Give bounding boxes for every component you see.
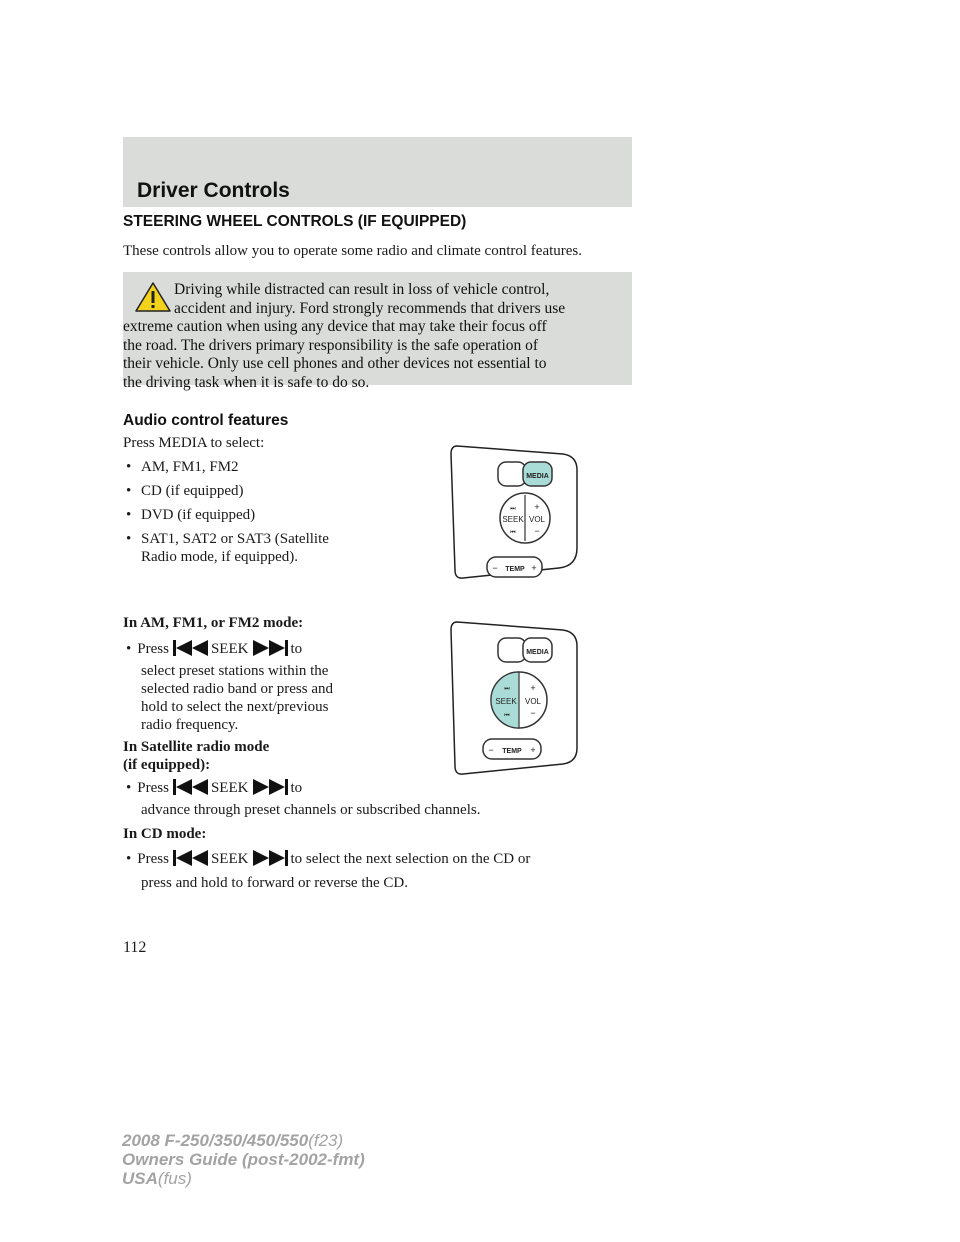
vol-plus: + (534, 502, 540, 512)
footer-model-code: (f23) (308, 1131, 344, 1150)
bullet: • (126, 483, 132, 499)
press-word: Press (137, 851, 169, 867)
press-media-text: Press MEDIA to select: (123, 435, 265, 451)
warning-line: accident and injury. Ford strongly recommends that drivers use (174, 299, 566, 317)
seek-label: SEEK (495, 697, 517, 706)
media-label: MEDIA (526, 649, 549, 656)
am-text-line: select preset stations within the (141, 663, 329, 679)
intro-text: These controls allow you to operate some radio and climate control features. (123, 243, 583, 259)
warning-line: the driving task when it is safe to do so. (123, 373, 370, 391)
seek-word: SEEK (210, 641, 249, 657)
page-heading: STEERING WHEEL CONTROLS (IF EQUIPPED) (123, 213, 467, 230)
sat-text-line: advance through preset channels or subscribed channels. (141, 802, 481, 818)
warning-line: their vehicle. Only use cell phones and other devices not essential to (123, 355, 547, 372)
seek-forward-icon (248, 640, 290, 658)
am-text-line: selected radio band or press and (141, 681, 334, 697)
bullet: • (126, 531, 132, 547)
temp-minus: − (492, 563, 498, 573)
seek-word: SEEK (210, 780, 249, 796)
warning-line: the road. The drivers primary responsibility is the safe operation of (123, 336, 539, 354)
seek-forward-icon (248, 779, 290, 797)
am-text-line: hold to select the next/previous (141, 699, 329, 715)
section-header-bar (123, 137, 632, 207)
footer-model: 2008 F-250/350/450/550 (122, 1131, 309, 1150)
press-word: Press (137, 641, 169, 657)
sat-mode-heading: In Satellite radio mode (123, 739, 270, 755)
media-option: DVD (if equipped) (141, 507, 256, 523)
seek-label: SEEK (502, 515, 524, 524)
warning-line: extreme caution when using any device that may take their focus off (123, 318, 547, 335)
media-option: Radio mode, if equipped). (141, 549, 299, 565)
cd-mode-heading: In CD mode: (123, 826, 207, 842)
seek-back-icon (169, 779, 211, 797)
warning-box (123, 272, 632, 391)
temp-plus: + (530, 745, 536, 755)
seek-back-icon (169, 850, 211, 868)
am-text-line: radio frequency. (141, 717, 239, 733)
seek-up-icon: ⏭ (504, 686, 510, 692)
media-option: AM, FM1, FM2 (141, 459, 239, 475)
warning-line: Driving while distracted can result in loss of vehicle control, (174, 281, 550, 298)
sat-seek-row (126, 779, 302, 797)
media-label: MEDIA (526, 473, 549, 480)
seek-word: SEEK (210, 851, 249, 867)
to-word: to (290, 641, 303, 657)
seek-down-icon: ⏮ (510, 530, 516, 536)
vol-label: VOL (528, 515, 546, 524)
sat-mode-heading-2: (if equipped): (123, 757, 211, 773)
steering-controls-diagram-seek (445, 618, 585, 776)
temp-plus: + (531, 563, 537, 573)
blank-button (498, 462, 526, 486)
vol-minus: − (534, 526, 540, 536)
temp-minus: − (488, 745, 494, 755)
vol-plus: + (530, 683, 536, 693)
bullet: • (126, 780, 132, 796)
cd-seek-row (126, 850, 530, 868)
document-footer (122, 1131, 365, 1188)
bullet: • (126, 459, 132, 475)
steering-controls-diagram-media (445, 440, 585, 582)
cd-text-line: press and hold to forward or reverse the CD. (141, 875, 409, 891)
footer-region: USA (122, 1169, 158, 1188)
seek-back-icon (169, 640, 211, 658)
audio-heading: Audio control features (123, 412, 289, 429)
vol-minus: − (530, 708, 536, 718)
cd-text: to select the next selection on the CD or (290, 851, 531, 867)
bullet: • (126, 507, 132, 523)
am-mode-heading: In AM, FM1, or FM2 mode: (123, 615, 304, 631)
temp-label: TEMP (505, 566, 525, 573)
blank-button (498, 638, 526, 662)
temp-label: TEMP (502, 748, 522, 755)
warning-text (123, 281, 619, 392)
bullet: • (126, 851, 132, 867)
footer-guide: Owners Guide (post-2002-fmt) (122, 1150, 365, 1169)
bullet: • (126, 641, 132, 657)
page-number: 112 (123, 939, 147, 956)
vol-label: VOL (524, 697, 542, 706)
press-word: Press (137, 780, 169, 796)
media-option: CD (if equipped) (141, 483, 244, 499)
seek-forward-icon (248, 850, 290, 868)
am-seek-row (126, 640, 302, 658)
section-title: Driver Controls (137, 179, 290, 202)
seek-up-icon: ⏭ (510, 506, 516, 512)
footer-region-code: (fus) (157, 1169, 192, 1188)
to-word: to (290, 780, 303, 796)
media-option: SAT1, SAT2 or SAT3 (Satellite (141, 531, 329, 547)
seek-down-icon: ⏮ (504, 713, 510, 719)
